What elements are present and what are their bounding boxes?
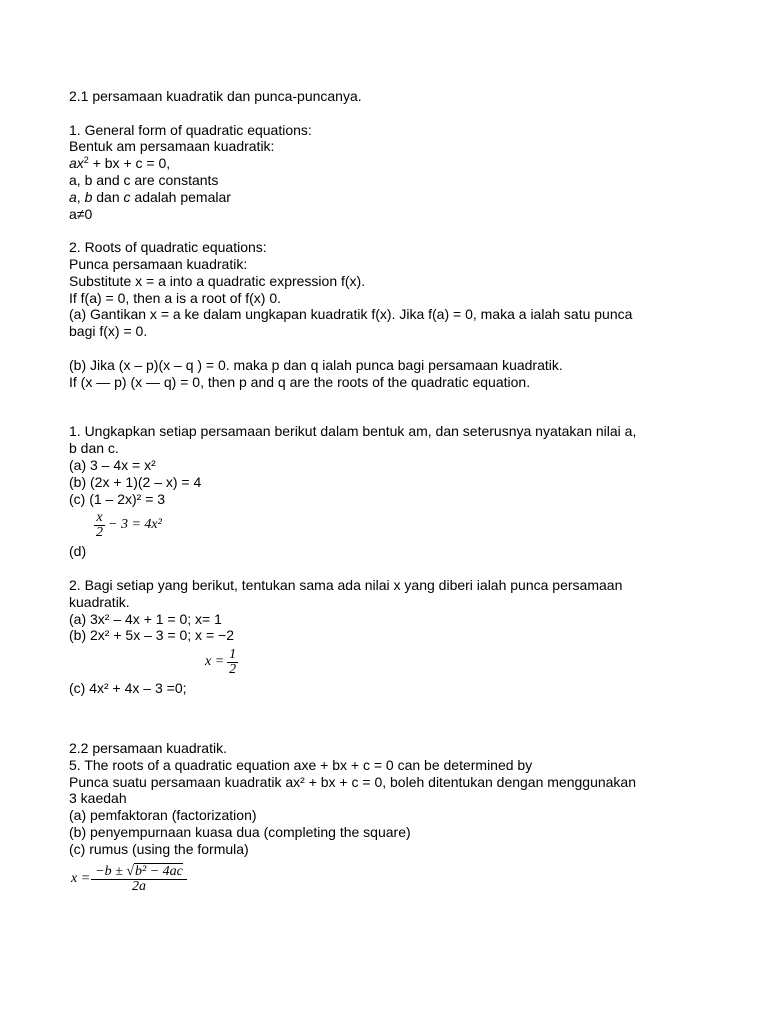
question-1c: (c) (1 – 2x)² = 3 [69, 490, 166, 507]
roots-heading-ms: Punca persamaan kuadratik: [69, 255, 248, 272]
question-2a: (a) 3x² – 4x + 1 = 0; x= 1 [69, 610, 222, 627]
general-form-heading-ms: Bentuk am persamaan kuadratik: [69, 138, 275, 155]
equation-rest: − 3 = 4x² [108, 517, 162, 533]
formula-numerator-pre: −b ± [95, 863, 123, 879]
formula-fraction [93, 865, 185, 894]
question-1-line2: b dan c. [69, 440, 119, 457]
fraction [227, 648, 238, 677]
x-equals: x = [205, 654, 225, 670]
quadratic-formula [71, 857, 729, 901]
substitute-line: Substitute x = a into a quadratic expression f(x). [69, 272, 366, 289]
fraction-numerator: 1 [229, 646, 237, 662]
question-2b: (b) 2x² + 5x – 3 = 0; x = −2 [69, 627, 234, 644]
question-2-line1: 2. Bagi setiap yang berikut, tentukan sama ada nilai x yang diberi ialah punca persamaan [69, 576, 623, 593]
general-form-heading: 1. General form of quadratic equations: [69, 121, 312, 138]
method-b: (b) penyempurnaan kuasa dua (completing the square) [69, 823, 411, 840]
question-1b: (b) (2x + 1)(2 – x) = 4 [69, 473, 202, 490]
constants-en: a, b and c are constants [69, 171, 219, 188]
constants-ms-rest: adalah pemalar [130, 188, 231, 205]
fraction [94, 511, 105, 540]
method-a: (a) pemfaktoran (factorization) [69, 807, 257, 824]
general-form-equation-rest: + bx + c = 0, [88, 155, 171, 172]
methods-ms-line2: 3 kaedah [69, 790, 127, 807]
question-1-line1: 1. Ungkapkan setiap persamaan berikut dalam bentuk am, dan seterusnya nyatakan nilai a, [69, 423, 637, 440]
fraction-numerator: x [96, 509, 103, 525]
formula-radicand: b² − 4ac [135, 863, 183, 879]
question-1d-label: (d) [69, 543, 87, 560]
question-2c: (c) 4x² + 4x – 3 =0; [69, 680, 187, 697]
fraction-denominator: 2 [229, 661, 237, 677]
section-2-2-title: 2.2 persamaan kuadratik. [69, 739, 227, 756]
sqrt-icon: √ [126, 863, 134, 879]
question-1d-equation [94, 507, 729, 543]
a-not-zero: a≠0 [69, 205, 93, 222]
methods-ms-line1: Punca suatu persamaan kuadratik ax² + bx + c = 0, boleh ditentukan dengan menggunakan [69, 773, 636, 790]
question-2c-value [205, 644, 729, 680]
document-page [69, 88, 729, 901]
part-a-ms-line1: (a) Gantikan x = a ke dalam ungkapan kuadratik f(x). Jika f(a) = 0, maka a ialah satu punca [69, 306, 633, 323]
constants-ms: a, b dan c adalah pemalar [69, 188, 231, 205]
section-2-1-title: 2.1 persamaan kuadratik dan punca-puncanya. [69, 88, 362, 104]
method-c: (c) rumus (using the formula) [69, 840, 249, 857]
roots-heading: 2. Roots of quadratic equations: [69, 239, 267, 256]
part-b-en: If (x — p) (x — q) = 0, then p and q are the roots of the quadratic equation. [69, 373, 531, 390]
general-form-equation: $ax^2$ + bx + c = 0, [69, 155, 171, 172]
formula-numerator [93, 865, 185, 879]
fraction-denominator: 2 [96, 524, 103, 540]
if-fa-line: If f(a) = 0, then a is a root of f(x) 0. [69, 289, 282, 306]
part-a-ms-line2: bagi f(x) = 0. [69, 323, 148, 340]
formula-denominator: 2a [91, 879, 187, 894]
formula-lhs: x = [71, 871, 91, 887]
question-2-line2: kuadratik. [69, 593, 130, 610]
question-1a: (a) 3 – 4x = x² [69, 456, 156, 473]
question-5: 5. The roots of a quadratic equation axe + bx + c = 0 can be determined by [69, 756, 533, 773]
part-b-ms: (b) Jika (x – p)(x – q ) = 0. maka p dan q ialah punca bagi persamaan kuadratik. [69, 356, 563, 373]
